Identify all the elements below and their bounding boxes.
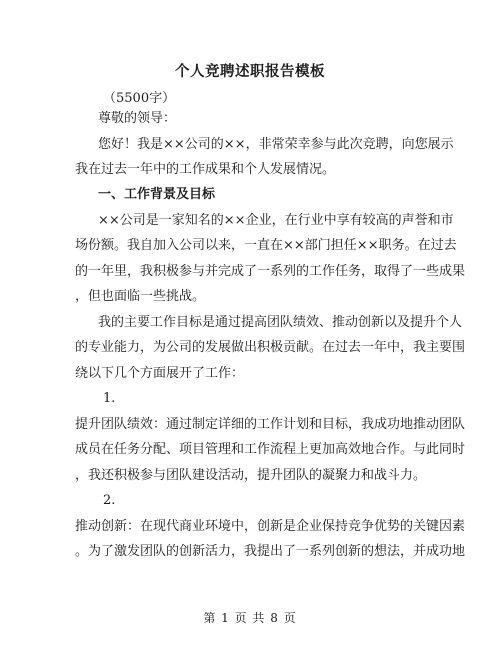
- section-heading: 一、工作背景及目标: [98, 187, 216, 202]
- list-item-number: 2.: [103, 493, 116, 508]
- item2-line-2: 。为了激发团队的创新活力，我提出了一系列创新的想法，并成功地: [75, 544, 466, 559]
- para1-line-4: ，但也面临一些挑战。: [75, 289, 206, 304]
- item1-line-2: 成员在任务分配、项目管理和工作流程上更加高效地合作。与此同时: [75, 442, 466, 457]
- item1-line-1: 提升团队绩效：通过制定详细的工作计划和目标，我成功地推动团队: [75, 417, 466, 432]
- page-number: 第 1 页 共 8 页: [203, 611, 297, 625]
- para1-line-1: ××公司是一家知名的××企业，在行业中享有较高的声誉和市: [98, 213, 454, 228]
- document-title: 个人竞聘述职报告模板: [175, 63, 325, 80]
- salutation: 尊敬的领导：: [98, 111, 177, 126]
- intro-line-1: 您好！我是××公司的××，非常荣幸参与此次竞聘，向您展示: [98, 137, 454, 152]
- intro-line-2: 我在过去一年中的工作成果和个人发展情况。: [75, 162, 336, 177]
- list-item-number: 1.: [103, 391, 116, 406]
- item1-line-3: ，我还积极参与团队建设活动，提升团队的凝聚力和战斗力。: [75, 468, 427, 483]
- item2-line-1: 推动创新：在现代商业环境中，创新是企业保持竞争优势的关键因素: [75, 519, 466, 534]
- word-count: （5500字）: [103, 91, 176, 106]
- para2-line-2: 的专业能力，为公司的发展做出积极贡献。在过去一年中，我主要围: [75, 340, 466, 355]
- para1-line-3: 的一年里，我积极参与并完成了一系列的工作任务，取得了一些成果: [75, 264, 466, 279]
- para2-line-3: 绕以下几个方面展开了工作：: [75, 366, 245, 381]
- para2-line-1: 我的主要工作目标是通过提高团队绩效、推动创新以及提升个人: [98, 315, 463, 330]
- para1-line-2: 场份额。我自加入公司以来，一直在××部门担任××职务。在过去: [75, 238, 457, 253]
